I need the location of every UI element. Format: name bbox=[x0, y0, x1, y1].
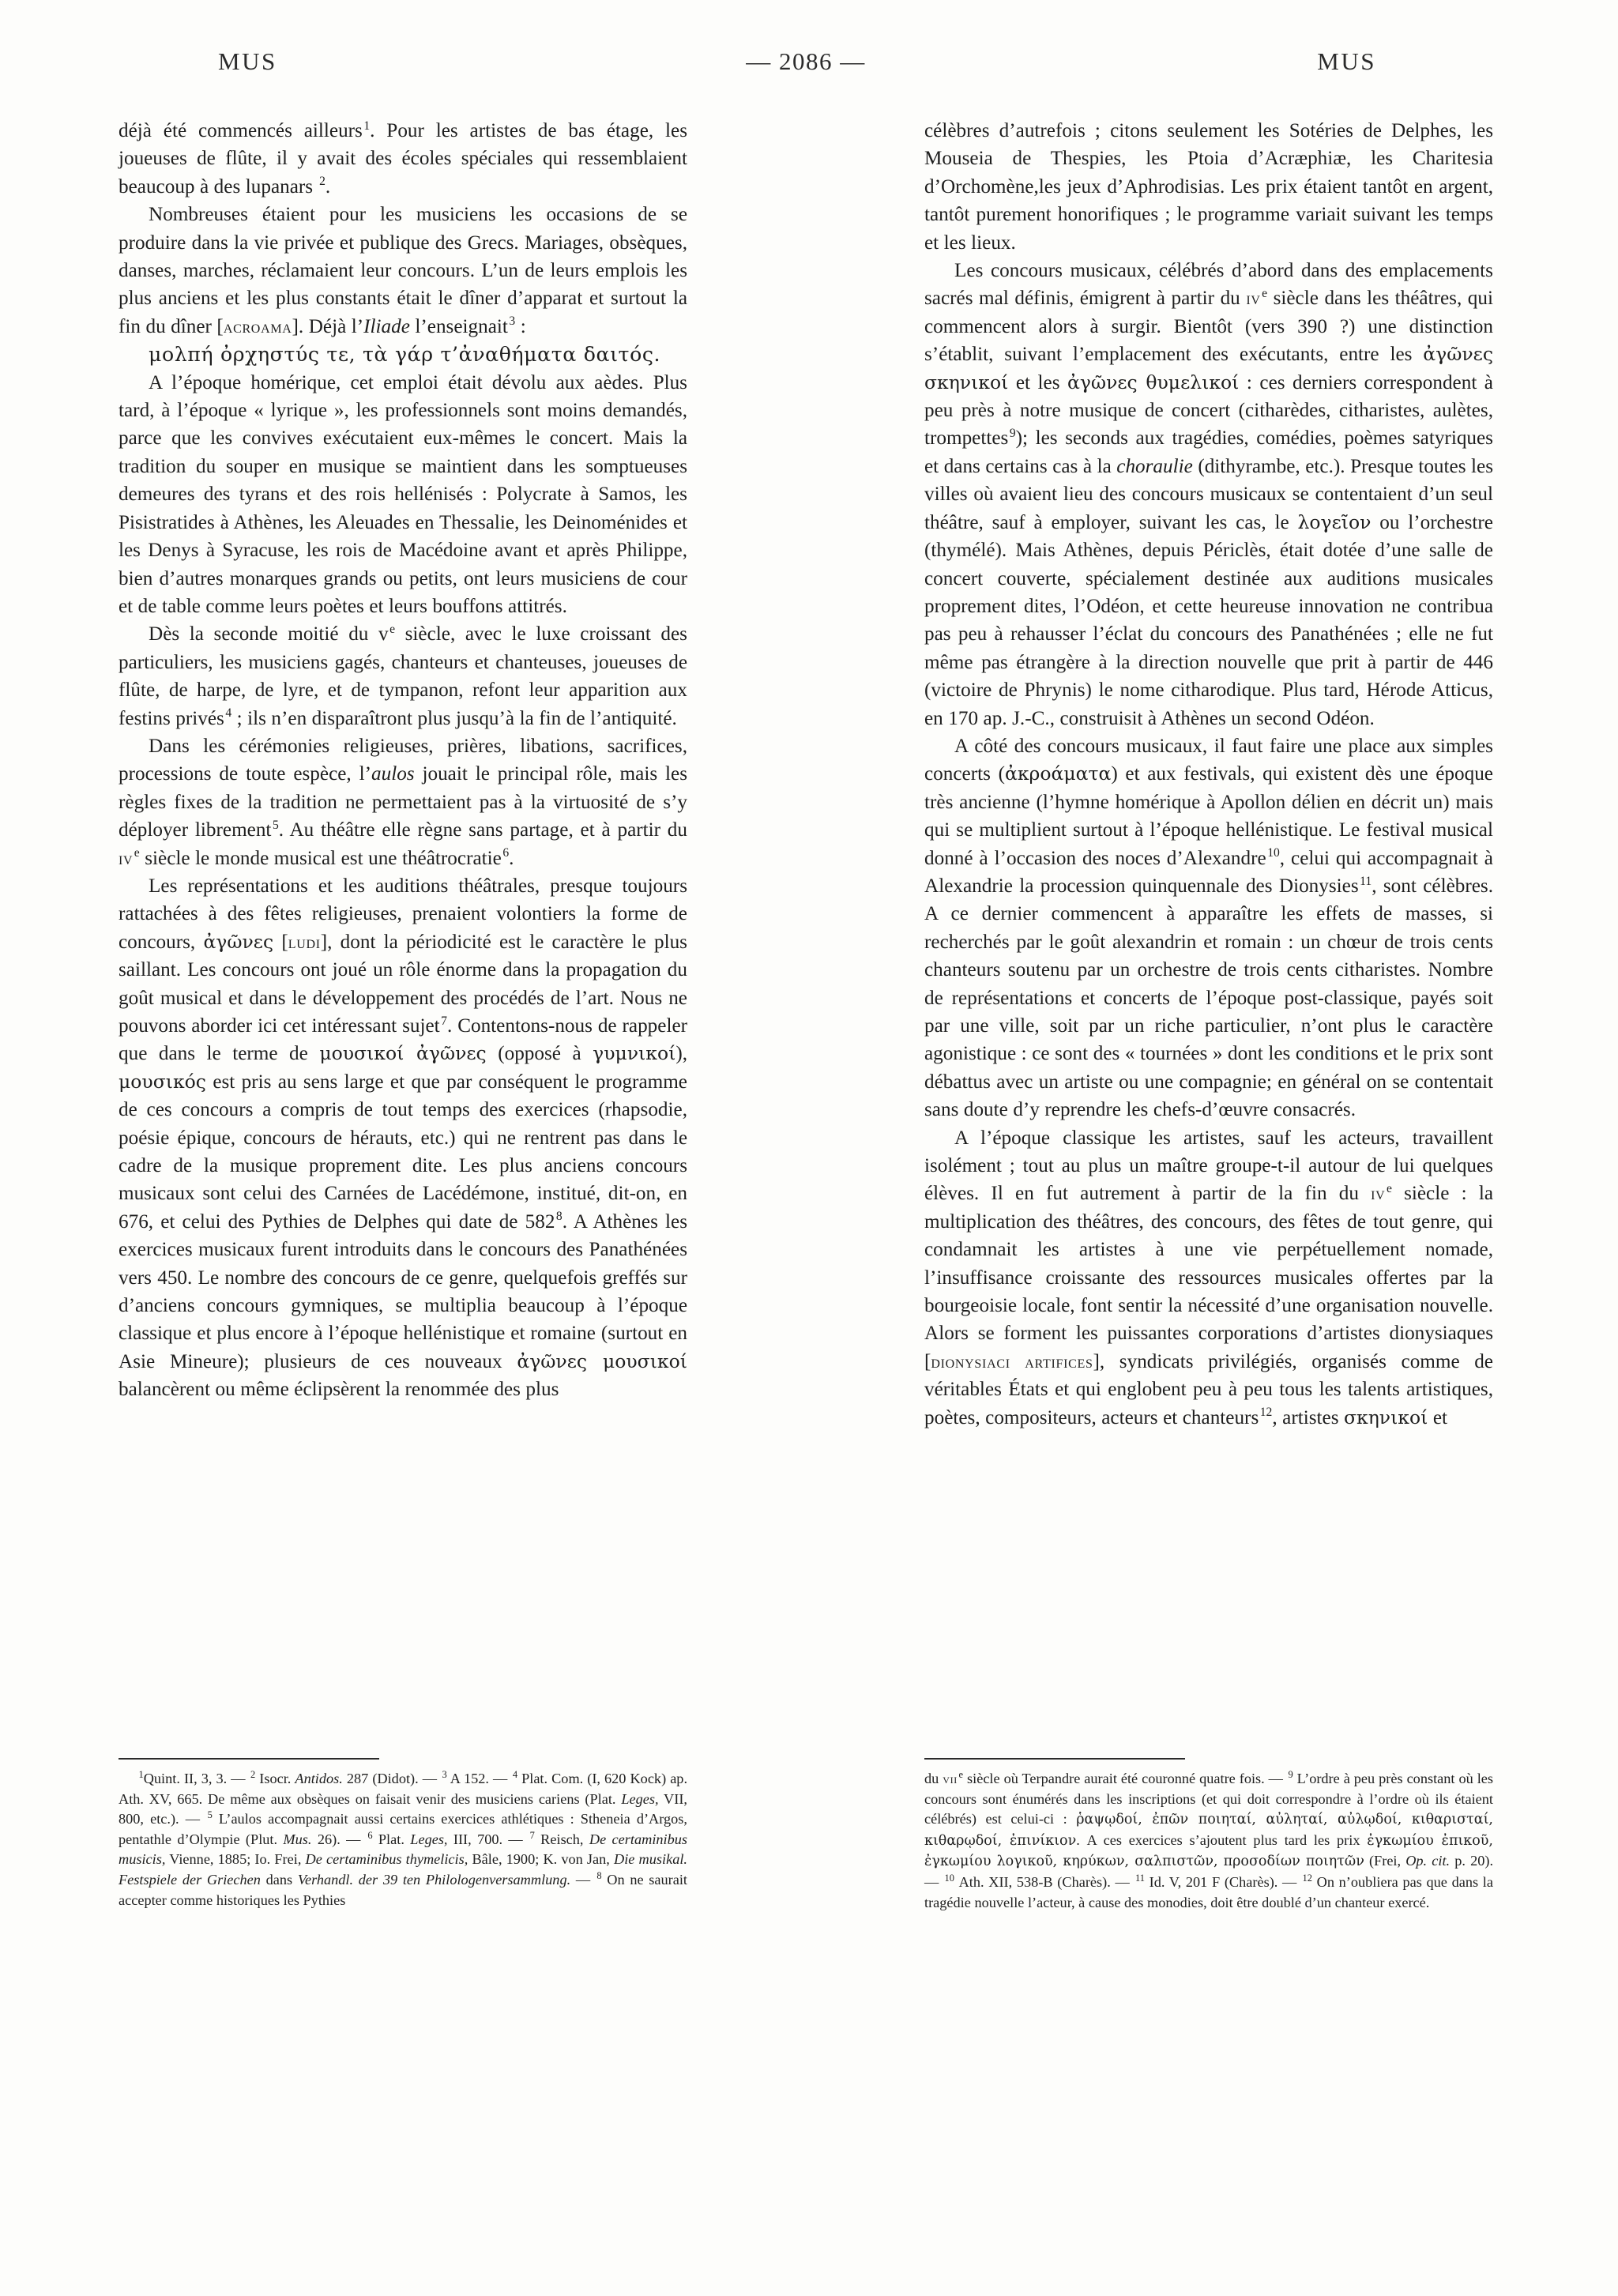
text-run: A côté des concours musicaux, il faut faire une place aux simples concerts ( bbox=[924, 735, 1493, 785]
footnote-ref[interactable]: 9 bbox=[1009, 427, 1016, 441]
text-run: siècle où Terpandre aurait été couronné quatre fois. — bbox=[963, 1771, 1287, 1786]
footnote-ref[interactable]: 3 bbox=[509, 314, 516, 329]
text-run: (dithyrambe, etc.). Presque toutes les villes où avaient lieu des concours musicaux se contentaient d’un seul théâtre, sauf à employer, suivant les cas, le bbox=[924, 455, 1493, 533]
text-run: Reisch, bbox=[534, 1831, 589, 1847]
footnote-number[interactable]: 4 bbox=[512, 1768, 518, 1780]
text-run: p. 20). — bbox=[924, 1853, 1494, 1890]
text-run: l’enseignait bbox=[409, 315, 508, 337]
text-run: . A ces exercices s’ajoutent plus tard les prix bbox=[1076, 1831, 1368, 1848]
footnote-number[interactable]: 6 bbox=[367, 1829, 373, 1841]
text-run: Bâle, 1900; K. von Jan, bbox=[468, 1851, 615, 1868]
footnote-number[interactable]: 12 bbox=[1302, 1872, 1312, 1884]
text-run: Dès la seconde moitié du v bbox=[149, 623, 389, 646]
small-caps-term: dionysiaci artifices bbox=[931, 1351, 1093, 1372]
text-run: Id. V, 201 F (Charès). — bbox=[1144, 1873, 1301, 1890]
greek-term: ἀγῶνες σκηνικοί bbox=[924, 343, 1493, 393]
italic-title: Die musikal. Festspiele der Griechen bbox=[119, 1851, 687, 1888]
century-numeral: iv bbox=[119, 848, 134, 868]
ordinal-suffix: e bbox=[958, 1768, 964, 1780]
text-run: est pris au sens large et que par conséquent le programme de ces concours a compris de tout temps des exercices (rhapsodie, poésie épique, concours de hérauts, etc.) qui ne rentrent pas dans le cadre de la musique proprement dite. Les plus anciens concours musicaux sont celui des Carnées de Lacédémone, institué, dit-on, en 676, et celui des Pythies de Delphes qui date de 582 bbox=[119, 1071, 687, 1233]
paragraph-left-1 bbox=[119, 117, 687, 201]
text-run: jouait le principal rôle, mais les règles fixes de la tradition ne permettaient pas à la virtuosité de s’y déployer librement bbox=[119, 763, 687, 841]
footnote-zone bbox=[119, 1758, 1493, 1913]
column-left bbox=[119, 117, 687, 1404]
greek-term: ἀγῶνες μουσικοί bbox=[517, 1349, 687, 1372]
italic-title: Iliade bbox=[363, 315, 410, 337]
text-run: . Contentons-nous de rappeler que dans le terme de bbox=[119, 1015, 688, 1065]
greek-term: ἐγκωμίου ἐπικοῦ, ἐγκωμίου λογικοῦ, κηρύκων, σαλπιστῶν, προσοδίων ποιητῶν bbox=[924, 1832, 1493, 1870]
paragraph-left-6 bbox=[119, 872, 687, 1404]
footnote-ref[interactable]: 4 bbox=[225, 706, 232, 721]
footnote-separator-rule bbox=[924, 1758, 1185, 1760]
text-run: L’aulos accompagnait aussi certains exercices athlétiques : Stheneia d’Argos, pentathle d’Olympie (Plut. bbox=[119, 1811, 687, 1847]
italic-term: choraulie bbox=[1116, 455, 1193, 477]
text-run: Les concours musicaux, célébrés d’abord dans des emplacements sacrés mal définis, émigrent à partir du bbox=[924, 260, 1493, 310]
text-run: Plat. Com. (I, 620 Kock) ap. Ath. XV, 665. De même aux obsèques on faisait venir des musiciens cariens (Plat. bbox=[119, 1771, 688, 1807]
greek-term: λογεῖον bbox=[1297, 510, 1372, 533]
text-run: 287 (Didot). — bbox=[342, 1771, 442, 1786]
footnote-ref[interactable]: 6 bbox=[502, 846, 510, 860]
ordinal-suffix: e bbox=[1386, 1182, 1392, 1196]
footnote-ref[interactable]: 10 bbox=[1267, 846, 1280, 860]
italic-title: De certaminibus thymelicis, bbox=[305, 1851, 468, 1868]
italic-title: Antidos. bbox=[295, 1771, 343, 1786]
text-run: ); les seconds aux tragédies, comédies, poèmes satyriques et dans certains cas à la bbox=[924, 427, 1493, 477]
greek-term: ῥαψῳδοί, ἐπῶν ποιηταί, αὐληταί, αὐλῳδοί, κιθαρισταί, κιθαρῳδοί, ἐπινίκιον bbox=[924, 1812, 1493, 1849]
text-run: Les représentations et les auditions théâtrales, presque toujours rattachées à des fêtes religieuses, prenaient volontiers la forme de concours, bbox=[119, 875, 687, 953]
text-run: Nombreuses étaient pour les musiciens les occasions de se produire dans la vie privée et publique des Grecs. Mariages, obsèques, danses, marches, réclamaient leur concours. L’un de leurs emplois les plus anciens et les plus constants était le dîner d’apparat et surtout la fin du dîner [ bbox=[119, 204, 687, 337]
text-run: ]. Déjà l’ bbox=[292, 315, 364, 337]
footnote-separator-rule bbox=[119, 1758, 379, 1760]
page-number: — 2086 — bbox=[746, 47, 866, 75]
text-run: dans bbox=[260, 1871, 298, 1888]
text-run: Isocr. bbox=[255, 1771, 295, 1786]
footnote-ref[interactable]: 5 bbox=[272, 818, 279, 832]
text-run: , celui qui accompagnait à Alexandrie la procession quinquennale des Dionysies bbox=[924, 847, 1493, 897]
century-numeral: iv bbox=[1246, 288, 1261, 309]
text-run: du bbox=[924, 1771, 943, 1786]
footnote-ref[interactable]: 11 bbox=[1360, 874, 1372, 888]
text-run: et les bbox=[1008, 371, 1067, 393]
italic-title: Verhandl. der 39 ten Philologenversammlung. bbox=[297, 1871, 571, 1888]
greek-term: μουσικοί ἀγῶνες bbox=[319, 1042, 487, 1065]
ordinal-suffix: e bbox=[134, 846, 140, 860]
ordinal-suffix: e bbox=[1262, 287, 1268, 301]
text-run: . bbox=[325, 175, 331, 198]
text-run: siècle, avec le luxe croissant des particuliers, les musiciens gagés, chanteurs et chanteuses, joueuses de flûte, de harpe, de lyre, et de tympanon, refont leur apparition aux festins privés bbox=[119, 623, 687, 729]
footnote-number[interactable]: 3 bbox=[442, 1768, 447, 1780]
italic-title: Leges, bbox=[410, 1831, 448, 1847]
footnote-number[interactable]: 8 bbox=[596, 1869, 602, 1881]
footnote-ref[interactable]: 2 bbox=[319, 175, 325, 189]
footnote-ref[interactable]: 1 bbox=[363, 119, 371, 133]
text-run: , sont célèbres. A ce dernier commencent à apparaître les effets de masses, si recherchés par le goût alexandrin et romain : un chœur de trois cents chanteurs soutenu par un orchestre de trois cents citharistes. Nombre de représentations et concerts de l’époque post-classique, payés soit par une ville, soit par un riche particulier, n’ont plus le caractère agonistique : ce sont des « tournées » dont les conditions et le prix sont débattus avec un artiste ou une compagnie; en général on se contentait sans doute d’y reprendre les chefs-d’œuvre consacrés. bbox=[924, 875, 1494, 1121]
greek-term: γυμνικοί bbox=[593, 1042, 676, 1065]
italic-title: Leges, bbox=[621, 1790, 659, 1807]
italic-title: Op. cit. bbox=[1405, 1853, 1451, 1869]
greek-term: σκηνικοί bbox=[1344, 1406, 1428, 1428]
text-run: balancèrent ou même éclipsèrent la renommée des plus bbox=[119, 1379, 559, 1401]
footnote-number[interactable]: 1 bbox=[138, 1768, 144, 1780]
text-run: et bbox=[1428, 1406, 1448, 1428]
text-run: Ath. XII, 538-B (Charès). — bbox=[954, 1873, 1134, 1890]
footnote-number[interactable]: 9 bbox=[1288, 1768, 1293, 1780]
text-run: L’ordre à peu près constant où les concours sont énumérés dans les inscriptions (et qui doit correspondre à l’ordre où ils étaient célébrés) est celui-ci : bbox=[924, 1771, 1493, 1827]
text-run: ou l’orchestre (thymélé). Mais Athènes, depuis Périclès, était dotée d’une salle de concert couverte, spécialement destinée aux auditions musicales proprement dites, l’Odéon, et cette heureuse innovation ne contribua pas peu à rehausser l’éclat du concours des Panathénées ; elle ne fut même pas étrangère à la direction nouvelle que prit à partir de 446 (victoire de Phrynis) le nome citharodique. Plus tard, Hérode Atticus, en 170 ap. J.-C., construisit à Athènes un second Odéon. bbox=[924, 511, 1493, 729]
italic-title: De certaminibus musicis, bbox=[119, 1831, 688, 1868]
text-run: , artistes bbox=[1272, 1406, 1344, 1428]
small-caps-term: acroama bbox=[223, 316, 292, 337]
italic-title: Mus. bbox=[283, 1831, 312, 1847]
paragraph-left-3: A l’époque homérique, cet emploi était dévolu aux aèdes. Plus tard, à l’époque « lyrique », les professionnels sont moins demandés, parce que les convives exécutaient eux-mêmes le concert. Mais la tradition du souper en musique se maintient dans les somptueuses demeures des tyrans et des rois hellénisés : Polycrate à Samos, les Pisistratides à Athènes, les Aleuades en Thessalie, les Deinoménides et les Denys à Syracuse, les rois de Macédoine avant et après Philippe, bien d’autres monarques grands ou petits, ont leurs musiciens de cour et de table comme leurs poètes et leurs bouffons attitrés. bbox=[119, 371, 687, 617]
page-sheet bbox=[119, 47, 1493, 2165]
running-head-left: MUS bbox=[218, 47, 277, 75]
footnote-block-right bbox=[924, 1769, 1493, 1913]
text-run: déjà été commencés ailleurs bbox=[119, 120, 363, 141]
footnote-number[interactable]: 2 bbox=[250, 1768, 256, 1780]
footnote-number[interactable]: 11 bbox=[1134, 1872, 1145, 1884]
century-numeral: iv bbox=[1371, 1184, 1386, 1204]
footnote-columns bbox=[119, 1758, 1493, 1913]
italic-term: aulos bbox=[371, 763, 415, 785]
greek-term: μουσικός bbox=[119, 1070, 206, 1093]
text-run: (opposé à bbox=[486, 1043, 593, 1065]
ordinal-suffix: e bbox=[389, 622, 396, 636]
text-run: III, 700. — bbox=[447, 1831, 529, 1847]
text-run: . bbox=[509, 847, 514, 869]
footnote-number[interactable]: 5 bbox=[207, 1809, 213, 1821]
greek-term: ἀκροάματα bbox=[1004, 762, 1112, 785]
text-run: siècle dans les théâtres, qui commencent alors à surgir. Bientôt (vers 390 ?) une distinction s’établit, suivant l’emplacement des exécutants, entre les bbox=[924, 288, 1493, 366]
text-run: : bbox=[515, 315, 526, 337]
text-run: Vienne, 1885; Io. Frei, bbox=[165, 1851, 306, 1868]
paragraph-left-2 bbox=[119, 201, 687, 341]
footnote-column-right bbox=[924, 1758, 1493, 1913]
footnote-block-left bbox=[119, 1769, 687, 1910]
footnote-ref[interactable]: 12 bbox=[1259, 1406, 1273, 1420]
text-run: [ bbox=[273, 931, 288, 953]
text-run: ), bbox=[675, 1043, 687, 1065]
footnote-ref[interactable]: 8 bbox=[555, 1210, 563, 1224]
text-run: On n’oubliera pas que dans la tragédie nouvelle l’acteur, à cause des monodies, doit être doublé d’un chanteur exercé. bbox=[924, 1873, 1493, 1910]
text-run: Plat. bbox=[372, 1831, 411, 1847]
text-run: ], syndicats privilégiés, organisés comme de véritables États et qui englobent peu à peu tous les talents artistiques, poètes, compositeurs, acteurs et chanteurs bbox=[924, 1350, 1493, 1428]
text-run: On ne saurait accepter comme historiques les Pythies bbox=[119, 1871, 688, 1908]
text-run: — bbox=[570, 1871, 596, 1888]
paragraph-right-1: célèbres d’autrefois ; citons seulement les Sotéries de Delphes, les Mouseia de Thespies, les Ptoia d’Acræphiæ, les Charitesia d’Orchomène,les jeux d’Aphrodisias. Les prix étaient tantôt en argent, tantôt purement honorifiques ; le programme variait suivant les temps et les lieux. bbox=[924, 120, 1493, 254]
text-run: (Frei, bbox=[1364, 1853, 1406, 1869]
text-run: 26). — bbox=[311, 1831, 367, 1847]
text-run: . A Athènes les exercices musicaux furent introduits dans le concours des Panathénées vers 450. Le nombre des concours de ce genre, quelquefois greffés sur d’anciens concours gymniques, se multiplia beaucoup à l’époque classique et plus encore à l’époque hellénistique et romaine (surtout en Asie Mineure); plusieurs de ces nouveaux bbox=[119, 1210, 688, 1372]
text-run: . Au théâtre elle règne sans partage, et à partir du bbox=[278, 819, 687, 841]
body-columns bbox=[119, 117, 1493, 1432]
century-numeral: vii bbox=[943, 1771, 958, 1786]
paragraph-right-2 bbox=[924, 257, 1493, 732]
small-caps-term: ludi bbox=[288, 932, 321, 952]
text-run: ) et aux festivals, qui existent dès une époque très ancienne (l’hymne homérique à Apollon délien en décrit un) mais qui se multiplient surtout à l’époque hellénistique. Le festival musical donné à l’occasion des noces d’Alexandre bbox=[924, 763, 1493, 869]
running-head bbox=[119, 47, 1493, 103]
footnote-ref[interactable]: 7 bbox=[441, 1014, 447, 1028]
greek-term: ἀγῶνες θυμελικοί bbox=[1067, 371, 1240, 393]
paragraph-right-4 bbox=[924, 1124, 1493, 1432]
footnote-column-left bbox=[119, 1758, 687, 1913]
greek-term: ἀγῶνες bbox=[203, 930, 274, 953]
text-run: A 152. — bbox=[446, 1771, 512, 1786]
text-run: ; ils n’en disparaîtront plus jusqu’à la fin de l’antiquité. bbox=[231, 707, 677, 729]
text-run: : ces derniers correspondent à peu près à notre musique de concert (citharèdes, citharistes, aulètes, trompettes bbox=[924, 371, 1493, 450]
text-run: VII, 800, etc.). — bbox=[119, 1790, 687, 1827]
footnote-number[interactable]: 10 bbox=[944, 1872, 954, 1884]
paragraph-right-3 bbox=[924, 732, 1493, 1124]
paragraph-left-5 bbox=[119, 732, 687, 872]
column-right bbox=[924, 117, 1493, 1432]
paragraph-left-4 bbox=[119, 620, 687, 732]
text-run: ], dont la périodicité est le caractère le plus saillant. Les concours ont joué un rôle énorme dans la propagation du goût musical et dans le développement des procédés de l’art. Nous ne pouvons aborder ici cet intéressant sujet bbox=[119, 931, 687, 1037]
text-run: Dans les cérémonies religieuses, prières, libations, sacrifices, processions de toute espèce, l’ bbox=[119, 735, 687, 785]
footnote-number[interactable]: 7 bbox=[529, 1829, 535, 1841]
text-run: . Pour les artistes de bas étage, les joueuses de flûte, il y avait des écoles spéciales qui ressemblaient beaucoup à des lupanars bbox=[119, 120, 688, 198]
text-run: A l’époque classique les artistes, sauf les acteurs, travaillent isolément ; tout au plus un maître groupe-t-il autour de lui quelques élèves. Il en fut autrement à partir de la fin du bbox=[924, 1127, 1493, 1205]
running-head-right: MUS bbox=[1317, 47, 1376, 75]
text-run: siècle le monde musical est une théâtrocratie bbox=[139, 847, 502, 869]
greek-verse-quotation: μολπή ὀρχηστύς τε, τὰ γάρ τ’ἀναθήματα δαιτός. bbox=[149, 343, 661, 367]
text-run: siècle : la multiplication des théâtres, des concours, des fêtes de tout genre, qui condamnait les artistes à une vie perpétuellement nomade, l’insuffisance croissante des ressources musicales offertes par la bourgeoisie locale, font sentir la nécessité d’une organisation nouvelle. Alors se forment les puissantes corporations d’artistes dionysiaques [ bbox=[924, 1183, 1493, 1372]
text-run: Quint. II, 3, 3. — bbox=[143, 1771, 250, 1786]
